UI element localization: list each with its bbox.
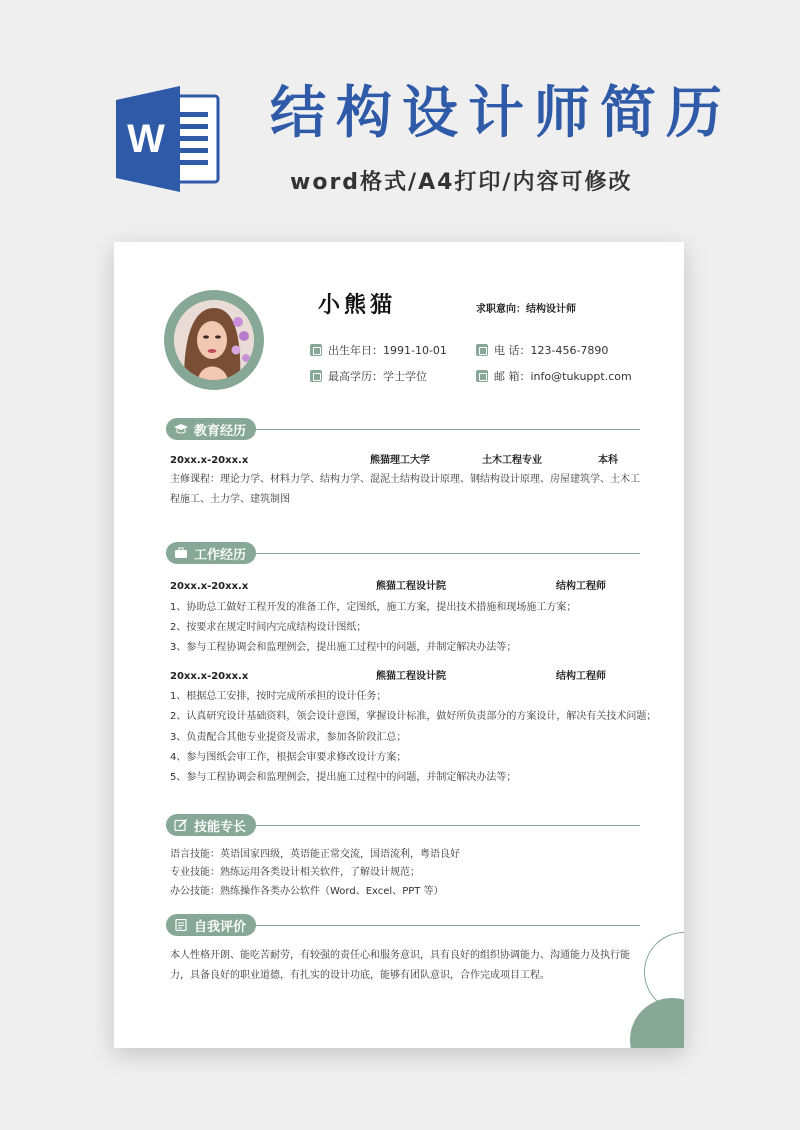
- self-section-header: [166, 914, 640, 936]
- email-text: 邮 箱：info@tukuppt.com: [494, 370, 632, 383]
- job2-duty: 3、负责配合其他专业提资及需求，参加各阶段汇总；: [170, 732, 407, 743]
- job2-role: 结构工程师: [556, 671, 606, 682]
- briefcase-icon: [174, 547, 188, 559]
- graduation-cap-icon: [174, 423, 188, 435]
- job2-duty: 4、参与图纸会审工作，根据会审要求修改设计方案；: [170, 752, 407, 763]
- edu-period: 20xx.x-20xx.x: [170, 455, 249, 466]
- phone-text: 电 话：123-456-7890: [494, 344, 609, 357]
- job1-duty: 3、参与工程协调会和监理例会，提出施工过程中的问题，并制定解决办法等；: [170, 642, 517, 653]
- banner-title: 结构设计师简历: [270, 81, 732, 146]
- word-logo-icon: [116, 86, 224, 192]
- edu-school: 熊猫理工大学: [370, 455, 430, 466]
- edu-major: 土木工程专业: [482, 455, 542, 466]
- skill-item: 专业技能：熟练运用各类设计相关软件，了解设计规范；: [170, 867, 420, 878]
- graduation-icon: [310, 370, 322, 382]
- job2-duty: 2、认真研究设计基础资料，领会设计意图，掌握设计标准，做好所负责部分的方案设计，解决有关技术问题；: [170, 711, 657, 722]
- skill-item: 语言技能：英语国家四级，英语能正常交流，国语流利，粤语良好: [170, 849, 460, 860]
- skills-title: 技能专长: [194, 819, 247, 835]
- resume-page: [114, 242, 684, 1048]
- skill-item: 办公技能：熟练操作各类办公软件（Word、Excel、PPT 等）: [170, 886, 444, 897]
- edit-icon: [174, 819, 188, 831]
- email-icon: [476, 370, 488, 382]
- job-intent: 求职意向：结构设计师: [476, 304, 576, 315]
- job1-period: 20xx.x-20xx.x: [170, 581, 249, 592]
- calendar-icon: [310, 344, 322, 356]
- edu-courses: 主修课程：理论力学、材料力学、结构力学、混泥土结构设计原理、钢结构设计原理、房屋建筑学、土木工程施工、土力学、建筑制图: [170, 474, 640, 505]
- decorative-half-circle: [630, 998, 684, 1048]
- education-title: 教育经历: [194, 423, 247, 439]
- education-section-header: [166, 418, 640, 440]
- portrait-icon: [174, 300, 254, 380]
- job2-company: 熊猫工程设计院: [376, 671, 446, 682]
- birth-text: 出生年日：1991-10-01: [328, 344, 447, 357]
- education-text: 最高学历：学士学位: [328, 370, 427, 383]
- job1-duty: 2、按要求在规定时间内完成结构设计图纸；: [170, 622, 367, 633]
- job1-duty: 1、协助总工做好工程开发的准备工作，定图纸，施工方案，提出技术措施和现场施工方案；: [170, 602, 577, 613]
- document-icon: [174, 919, 188, 931]
- candidate-name: 小熊猫: [318, 293, 397, 318]
- self-title: 自我评价: [194, 919, 247, 935]
- education-row: [310, 368, 427, 384]
- work-section-header: [166, 542, 640, 564]
- job2-period: 20xx.x-20xx.x: [170, 671, 249, 682]
- birth-row: [310, 342, 447, 358]
- job1-company: 熊猫工程设计院: [376, 581, 446, 592]
- work-title: 工作经历: [194, 547, 247, 563]
- phone-row: [476, 342, 608, 358]
- avatar: [164, 290, 264, 390]
- phone-icon: [476, 344, 488, 356]
- self-evaluation-text: 本人性格开朗、能吃苦耐劳，有较强的责任心和服务意识，具有良好的组织协调能力、沟通能力及执行能力，具备良好的职业道德，有扎实的设计功底，能够有团队意识，合作完成项目工程。: [170, 950, 630, 981]
- job2-duty: 5、参与工程协调会和监理例会，提出施工过程中的问题，并制定解决办法等；: [170, 772, 517, 783]
- edu-degree: 本科: [598, 455, 618, 466]
- word-logo-letter: W: [127, 117, 165, 161]
- banner-subtitle: word格式/A4打印/内容可修改: [290, 170, 633, 195]
- email-row: [476, 368, 632, 384]
- job1-role: 结构工程师: [556, 581, 606, 592]
- skills-section-header: [166, 814, 640, 836]
- job2-duty: 1、根据总工安排，按时完成所承担的设计任务；: [170, 691, 387, 702]
